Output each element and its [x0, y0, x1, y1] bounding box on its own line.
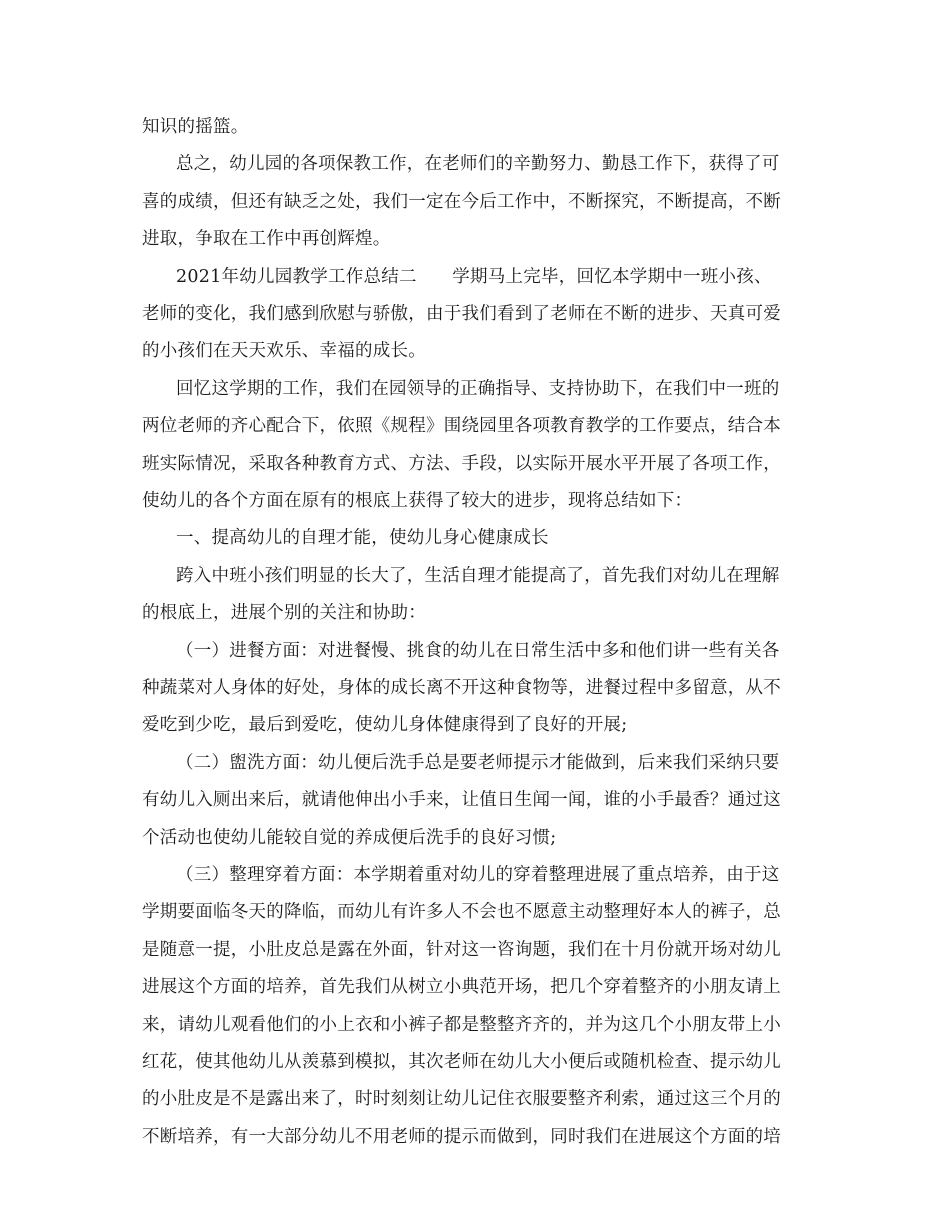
body-text-line: 红花，使其他幼儿从羡慕到模拟，其次老师在幼儿大小便后或随机检查、提示幼儿: [142, 1052, 781, 1072]
paragraph-first-line: （一）进餐方面：对进餐慢、挑食的幼儿在日常生活中多和他们讲一些有关各: [176, 641, 780, 661]
body-text-line: 学期要面临冬天的降临，而幼儿有许多人不会也不愿意主动整理好本人的裤子，总: [142, 902, 781, 922]
paragraph-first-line: （二）盥洗方面：幼儿便后洗手总是要老师提示才能做到，后来我们采纳只要: [176, 753, 780, 773]
body-text-line: 知识的摇篮。: [142, 117, 249, 137]
paragraph-first-line: 2021年幼儿园教学工作总结二 学期马上完毕，回忆本学期中一班小孩、: [176, 267, 772, 287]
body-text-line: 进展这个方面的培养，首先我们从树立小典范开场，把几个穿着整齐的小朋友请上: [142, 977, 781, 997]
section-heading: 一、提高幼儿的自理才能，使幼儿身心健康成长: [176, 528, 549, 548]
body-text-line: 使幼儿的各个方面在原有的根底上获得了较大的进步，现将总结如下：: [142, 491, 693, 511]
body-text-line: 两位老师的齐心配合下，依照《规程》围绕园里各项教育教学的工作要点，结合本: [142, 416, 781, 436]
body-text-line: 种蔬菜对人身体的好处，身体的成长离不开这种食物等，进餐过程中多留意，从不: [142, 678, 781, 698]
body-text-line: 班实际情况，采取各种教育方式、方法、手段，以实际开展水平开展了各项工作，: [142, 454, 781, 474]
paragraph-first-line: （三）整理穿着方面：本学期着重对幼儿的穿着整理进展了重点培养，由于这: [176, 865, 780, 885]
body-text-line: 的根底上，进展个别的关注和协助：: [142, 603, 426, 623]
body-text-line: 来，请幼儿观看他们的小上衣和小裤子都是整整齐齐的，并为这几个小朋友带上小: [142, 1015, 781, 1035]
body-text-line: 喜的成绩，但还有缺乏之处，我们一定在今后工作中，不断探究，不断提高，不断: [142, 192, 781, 212]
paragraph-first-line: 总之，幼儿园的各项保教工作，在老师们的辛勤努力、勤恳工作下，获得了可: [176, 154, 780, 174]
body-text-line: 有幼儿入厕出来后，就请他伸出小手来，让值日生闻一闻，谁的小手最香？通过这: [142, 790, 781, 810]
paragraph-first-line: 回忆这学期的工作，我们在园领导的正确指导、支持协助下，在我们中一班的: [176, 379, 780, 399]
body-text-line: 老师的变化，我们感到欣慰与骄傲，由于我们看到了老师在不断的进步、天真可爱: [142, 304, 781, 324]
body-text-line: 进取，争取在工作中再创辉煌。: [142, 229, 391, 249]
paragraph-first-line: 跨入中班小孩们明显的长大了，生活自理才能提高了，首先我们对幼儿在理解: [176, 566, 780, 586]
body-text-line: 是随意一提，小肚皮总是露在外面，针对这一咨询题，我们在十月份就开场对幼儿: [142, 940, 781, 960]
body-text-line: 的小肚皮是不是露出来了，时时刻刻让幼儿记住衣服要整齐利索，通过这三个月的: [142, 1089, 781, 1109]
body-text-line: 的小孩们在天天欢乐、幸福的成长。: [142, 341, 426, 361]
body-text-line: 不断培养，有一大部分幼儿不用老师的提示而做到，同时我们在进展这个方面的培: [142, 1127, 781, 1147]
body-text-line: 个活动也使幼儿能较自觉的养成便后洗手的良好习惯;: [142, 828, 557, 848]
body-text-line: 爱吃到少吃，最后到爱吃，使幼儿身体健康得到了良好的开展;: [142, 715, 628, 735]
